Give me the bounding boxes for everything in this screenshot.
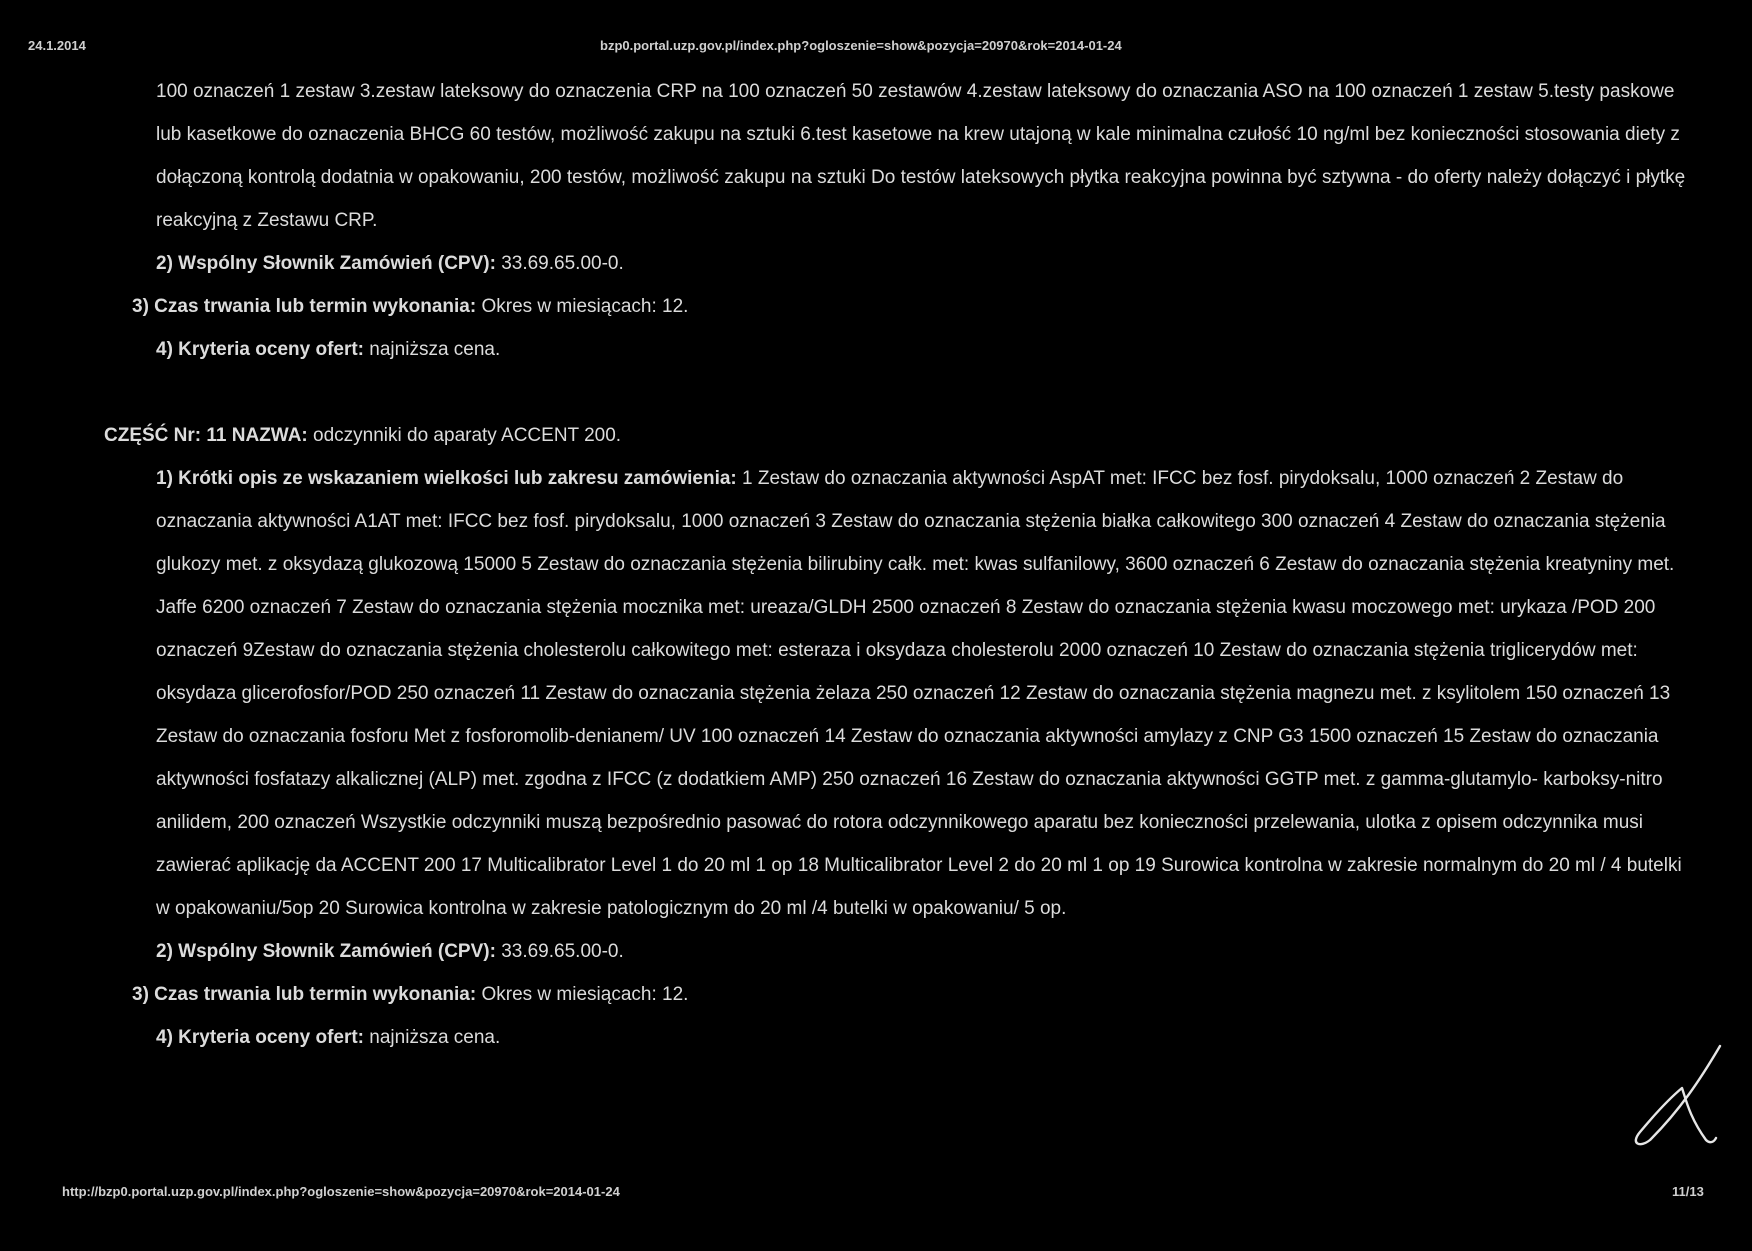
print-footer-url: http://bzp0.portal.uzp.gov.pl/index.php?ogloszenie=show&pozycja=20970&rok=2014-01-24 xyxy=(62,1184,620,1199)
part11-description xyxy=(156,457,1690,930)
part11-description-value: 1 Zestaw do oznaczania aktywności AspAT met: IFCC bez fosf. pirydoksalu, 1000 oznaczeń 2 Zestaw do oznaczania aktywności A1AT met: IFCC bez fosf. pirydoksalu, 1000 oznaczeń 3 Zestaw do oznaczania stężenia białka całkowitego 300 oznaczeń 4 Zestaw do oznaczania stężenia glukozy met. z oksydazą glukozową 15000 5 Zestaw do oznaczania stężenia bilirubiny całk. met: kwas sulfanilowy, 3600 oznaczeń 6 Zestaw do oznaczania stężenia kreatyniny met. Jaffe 6200 oznaczeń 7 Zestaw do oznaczania stężenia mocznika met: ureaza/GLDH 2500 oznaczeń 8 Zestaw do oznaczania stężenia kwasu moczowego met: urykaza /POD 200 oznaczeń 9Zestaw do oznaczania stężenia cholesterolu całkowitego met: esteraza i oksydaza cholesterolu 2000 oznaczeń 10 Zestaw do oznaczania stężenia triglicerydów met: oksydaza glicerofosfor/POD 250 oznaczeń 11 Zestaw do oznaczania stężenia żelaza 250 oznaczeń 12 Zestaw do oznaczania stężenia magnezu met. z ksylitolem 150 oznaczeń 13 Zestaw do oznaczania fosforu Met z fosforomolib-denianem/ UV 100 oznaczeń 14 Zestaw do oznaczania aktywności amylazy z CNP G3 1500 oznaczeń 15 Zestaw do oznaczania aktywności fosfatazy alkalicznej (ALP) met. zgodna z IFCC (z dodatkiem AMP) 250 oznaczeń 16 Zestaw do oznaczania aktywności GGTP met. z gamma-glutamylo- karboksy-nitro anilidem, 200 oznaczeń Wszystkie odczynniki muszą bezpośrednio pasować do rotora odczynnikowego aparatu bez konieczności przelewania, ulotka z opisem odczynnika musi zawierać aplikację da ACCENT 200 17 Multicalibrator Level 1 do 20 ml 1 op 18 Multicalibrator Level 2 do 20 ml 1 op 19 Surowica kontrolna w zakresie normalnym do 20 ml / 4 butelki w opakowaniu/5op 20 Surowica kontrolna w zakresie patologicznym do 20 ml /4 butelki w opakowaniu/ 5 op. xyxy=(156,468,1682,919)
part11-heading-value: odczynniki do aparaty ACCENT 200. xyxy=(313,425,622,446)
part11-description-label: 1) Krótki opis ze wskazaniem wielkości lub zakresu zamówienia: xyxy=(156,468,737,489)
part11-criteria-label: 4) Kryteria oceny ofert: xyxy=(156,1027,365,1048)
part11-heading xyxy=(104,414,1752,457)
part11-criteria-value: najniższa cena. xyxy=(369,1027,501,1048)
part11-heading-label: CZĘŚĆ Nr: 11 NAZWA: xyxy=(104,425,308,446)
part11-cpv-label: 2) Wspólny Słownik Zamówień (CPV): xyxy=(156,941,496,962)
part10-cpv-value: 33.69.65.00-0. xyxy=(501,253,624,274)
part11-duration-value: Okres w miesiącach: 12. xyxy=(481,984,689,1005)
part10-cpv-label: 2) Wspólny Słownik Zamówień (CPV): xyxy=(156,253,496,274)
part10-description-continued: 100 oznaczeń 1 zestaw 3.zestaw lateksowy do oznaczenia CRP na 100 oznaczeń 50 zestawów 4.zestaw lateksowy do oznaczania ASO na 100 oznaczeń 1 zestaw 5.testy paskowe lub kasetkowe do oznaczenia BHCG 60 testów, możliwość zakupu na sztuki 6.test kasetowe na krew utajoną w kale minimalna czułość 10 ng/ml bez konieczności stosowania diety z dołączoną kontrolą dodatnia w opakowaniu, 200 testów, możliwość zakupu na sztuki Do testów lateksowych płytka reakcyjna powinna być sztywna - do oferty należy dołączyć i płytkę reakcyjną z Zestawu CRP. xyxy=(156,81,1686,231)
handwritten-signature xyxy=(1610,1040,1730,1150)
part10-criteria-label: 4) Kryteria oceny ofert: xyxy=(156,339,365,360)
print-date: 24.1.2014 xyxy=(28,38,86,53)
part11-cpv-value: 33.69.65.00-0. xyxy=(501,941,624,962)
part11-criteria xyxy=(156,1016,1752,1059)
part10-duration-label: 3) Czas trwania lub termin wykonania: xyxy=(132,296,477,317)
part10-criteria xyxy=(156,328,1752,371)
page-number: 11/13 xyxy=(1672,1184,1704,1199)
part10-duration xyxy=(132,285,1752,328)
document-body xyxy=(0,70,1752,1059)
part11-duration xyxy=(132,973,1752,1016)
part10-criteria-value: najniższa cena. xyxy=(369,339,501,360)
print-header-url: bzp0.portal.uzp.gov.pl/index.php?ogloszenie=show&pozycja=20970&rok=2014-01-24 xyxy=(600,38,1122,53)
part11-duration-label: 3) Czas trwania lub termin wykonania: xyxy=(132,984,477,1005)
part10-duration-value: Okres w miesiącach: 12. xyxy=(481,296,689,317)
part11-cpv xyxy=(156,930,1752,973)
part10-cpv xyxy=(156,242,1752,285)
